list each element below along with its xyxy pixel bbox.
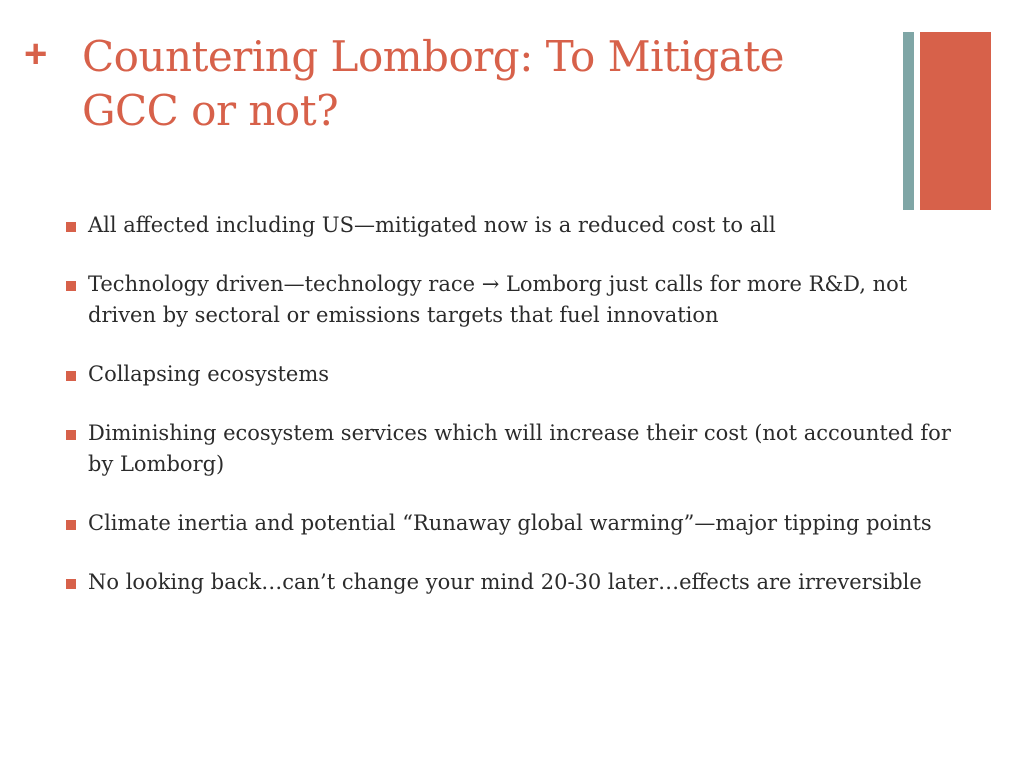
bullet-text: No looking back…can’t change your mind 20-30 later…effects are irreversible bbox=[88, 570, 922, 594]
bullet-item bbox=[60, 269, 960, 331]
bullet-text: All affected including US—mitigated now is a reduced cost to all bbox=[88, 213, 776, 237]
decorative-orange-block bbox=[920, 32, 991, 210]
square-bullet-icon bbox=[66, 520, 76, 530]
square-bullet-icon bbox=[66, 430, 76, 440]
decorative-teal-bar bbox=[903, 32, 914, 210]
bullet-list bbox=[60, 210, 960, 626]
bullet-text: Technology driven—technology race → Lomborg just calls for more R&D, not driven by sectoral or emissions targets that fuel innovation bbox=[88, 272, 908, 327]
slide-title: Countering Lomborg: To Mitigate GCC or not? bbox=[82, 32, 784, 135]
bullet-item bbox=[60, 567, 960, 598]
bullet-item bbox=[60, 359, 960, 390]
plus-icon: + bbox=[24, 32, 48, 76]
bullet-text: Diminishing ecosystem services which will increase their cost (not accounted for by Lomborg) bbox=[88, 421, 951, 476]
bullet-text: Climate inertia and potential “Runaway global warming”—major tipping points bbox=[88, 511, 932, 535]
square-bullet-icon bbox=[66, 222, 76, 232]
bullet-item bbox=[60, 508, 960, 539]
bullet-item bbox=[60, 210, 960, 241]
bullet-item bbox=[60, 418, 960, 480]
square-bullet-icon bbox=[66, 281, 76, 291]
bullet-text: Collapsing ecosystems bbox=[88, 362, 330, 386]
square-bullet-icon bbox=[66, 579, 76, 589]
square-bullet-icon bbox=[66, 371, 76, 381]
